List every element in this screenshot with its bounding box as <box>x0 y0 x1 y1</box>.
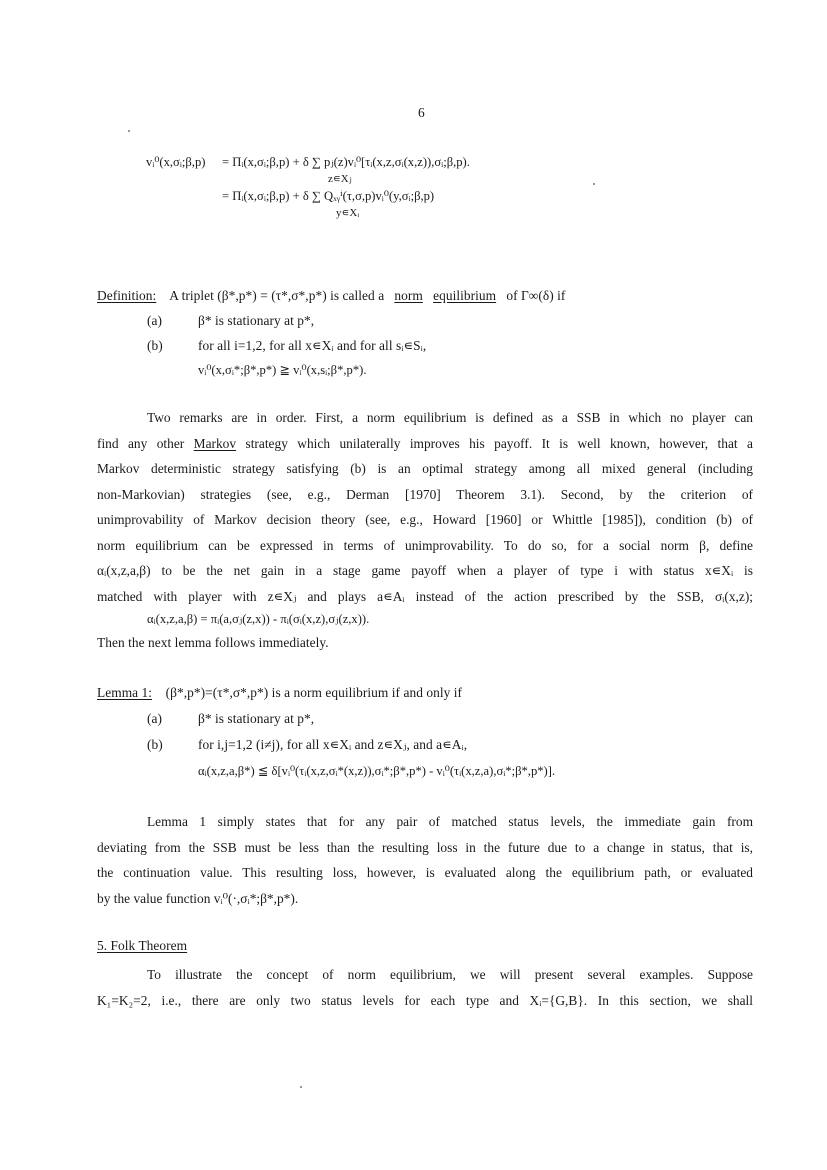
paragraph-1-line-1: Two remarks are in order. First, a norm equilibrium is defined as a SSB in which no player can <box>147 410 753 425</box>
section-5-line-2: K₁=K₂=2, i.e., there are only two status levels for each type and Xᵢ={G,B}. In this section, we shall <box>97 992 753 1008</box>
paragraph-1-line-7: αᵢ(x,z,a,β) to be the net gain in a stage game payoff when a player of type i with status x∊Xᵢ is <box>97 563 753 578</box>
page-number: 6 <box>418 105 425 120</box>
paragraph-2-line-1: Lemma 1 simply states that for any pair of matched status levels, the immediate gain from <box>147 814 753 829</box>
paragraph-1-line-2 <box>97 431 753 457</box>
lemma-item-b-label: (b) <box>147 737 163 752</box>
lemma-item-b: for i,j=1,2 (i≠j), for all x∊Xᵢ and z∊Xⱼ, and a∊Aᵢ, <box>198 737 468 752</box>
paragraph-lemma-explanation <box>97 809 753 911</box>
section-5-paragraph <box>97 962 753 1013</box>
definition-term-equilibrium: equilibrium <box>433 288 497 303</box>
scan-speck <box>128 130 130 132</box>
section-5-line-1: To illustrate the concept of norm equilibrium, we will present several examples. Suppose <box>147 967 753 982</box>
definition-term-norm: norm <box>394 288 423 303</box>
lemma-label: Lemma 1: <box>97 685 153 700</box>
equation-1-lhs: vᵢ⁰(x,σᵢ;β,p) <box>146 155 206 169</box>
scan-speck <box>593 183 595 185</box>
paragraph-remarks <box>97 405 753 609</box>
paragraph-1-line-4: non-Markovian) strategies (see, e.g., Derman [1970] Theorem 3.1). Second, by the criterion of <box>97 486 753 502</box>
lemma-item-a-label: (a) <box>147 711 163 726</box>
lemma-item-b-inequality: αᵢ(x,z,a,β*) ≦ δ[vᵢ⁰(τᵢ(x,z,σᵢ*(x,z)),σᵢ*;β*,p*) - vᵢ⁰(τᵢ(x,z,a),σᵢ*;β*,p*)]. <box>198 764 556 778</box>
section-heading: 5. Folk Theorem <box>97 938 188 953</box>
paragraph-1-line-6: norm equilibrium can be expressed in terms of unimprovability. To do so, for a social norm β, define <box>97 537 753 553</box>
definition-item-a: β* is stationary at p*, <box>198 313 315 328</box>
equation-1-sum-index-1: z∊Xⱼ <box>328 173 352 185</box>
definition-text: A triplet (β*,p*) = (τ*,σ*,p*) is called a <box>169 288 385 303</box>
markov-term: Markov <box>193 435 237 451</box>
definition-item-b-inequality: vᵢ⁰(x,σᵢ*;β*,p*) ≧ vᵢ⁰(x,sᵢ;β*,p*). <box>198 363 367 377</box>
definition-item-b: for all i=1,2, for all x∊Xᵢ and for all sᵢ∊Sᵢ, <box>198 338 427 353</box>
paragraph-1-line-2b: strategy which unilaterally improves his payoff. It is well known, however, that a <box>245 435 753 451</box>
paragraph-2-line-4: by the value function vᵢ⁰(·,σᵢ*;β*,p*). <box>97 890 299 906</box>
scan-speck <box>300 1086 302 1088</box>
paragraph-2-line-3: the continuation value. This resulting loss, however, is evaluated along the equilibrium path, or evaluated <box>97 865 753 880</box>
equation-1-sum-index-2: y∊Xᵢ <box>336 207 360 219</box>
definition-label: Definition: <box>97 288 157 303</box>
definition-item-a-label: (a) <box>147 313 163 328</box>
equation-1-line-2: = Πᵢ(x,σᵢ;β,p) + δ ∑ Qₓᵧⁱ(τ,σ,p)vᵢ⁰(y,σᵢ;β,p) <box>222 189 435 203</box>
paragraph-1-line-8: matched with player with z∊Xⱼ and plays a∊Aᵢ instead of the action prescribed by the SSB, σᵢ(x,z); <box>97 588 753 604</box>
lemma-text: (β*,p*)=(τ*,σ*,p*) is a norm equilibrium if and only if <box>165 685 463 700</box>
definition-text-end: of Γ∞(δ) if <box>506 288 566 303</box>
equation-1-line-1: = Πᵢ(x,σᵢ;β,p) + δ ∑ pⱼ(z)vᵢ⁰[τᵢ(x,z,σᵢ(x,z)),σᵢ;β,p). <box>222 155 470 169</box>
equation-2: αᵢ(x,z,a,β) = πᵢ(a,σⱼ(z,x)) - πᵢ(σᵢ(x,z),σⱼ(z,x)). <box>147 612 370 626</box>
definition-item-b-label: (b) <box>147 338 163 353</box>
paragraph-1-line-3: Markov deterministic strategy satisfying (b) is an optimal strategy among all mixed general (including <box>97 461 753 476</box>
lemma-item-a: β* is stationary at p*, <box>198 711 315 726</box>
paragraph-1-line-2a: find any other <box>97 435 185 451</box>
paragraph-2-line-2: deviating from the SSB must be less than the resulting loss in the future due to a change in status, that is, <box>97 839 753 855</box>
paragraph-1-line-5: unimprovability of Markov decision theory (see, e.g., Howard [1960] or Whittle [1985]), condition (b) of <box>97 512 753 527</box>
then-line: Then the next lemma follows immediately. <box>97 635 329 650</box>
